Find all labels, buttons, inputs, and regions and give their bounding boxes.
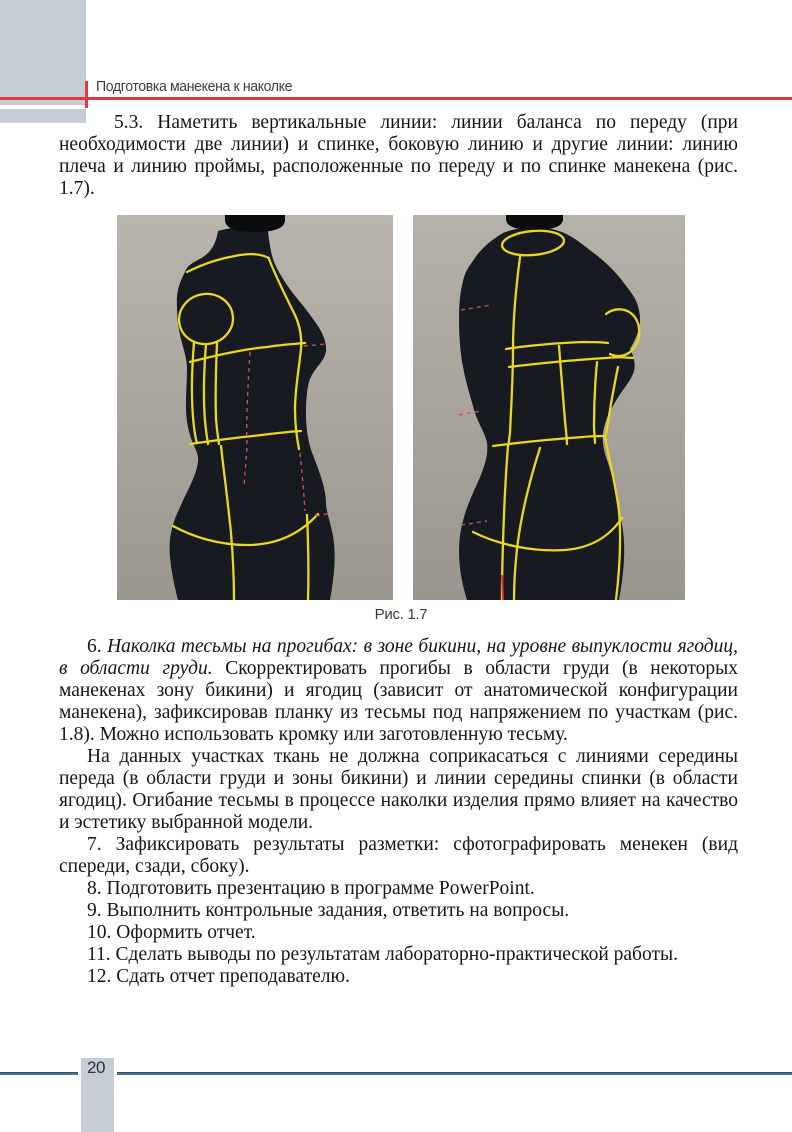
paragraph-5-3: 5.3. Наметить вертикальные линии: линии баланса по переду (при необходимости две линии) и спинке, боковую линию и другие линии: линию плеча и линию проймы, расположенные по переду и по спинке манекена (рис. 1.7). (59, 112, 738, 199)
paragraph-10: 10. Оформить отчет. (87, 922, 256, 943)
paragraph-na-dannyh: На данных участках ткань не должна соприкасаться с линиями середины переда (в области груди и зоны бикини) и линии середины спинки (в области ягодиц). Огибание тесьмы в процессе наколки изделия прямо влияет на качество и эстетику выбранной модели. (59, 746, 738, 833)
footer-page-tab (81, 1058, 114, 1132)
neck-cap (225, 215, 285, 232)
paragraph-6-italic-lead: Наколка тесьмы на прогибах: в зоне бикини, на уровне выпуклости ягодиц, в области груди. (59, 636, 739, 679)
footer-rule-right (117, 1072, 792, 1075)
text-block-top (59, 112, 738, 200)
paragraph-6-rest: Скорректировать прогибы в области груди (в некоторых манекенах зону бикини) и ягодиц (зависит от анатомической конфигурации манекена), зафиксировав планку из тесьмы под напряжением по участкам (рис. 1.8). Можно использовать кромку или заготовленную тесьму. (59, 658, 738, 745)
paragraph-9: 9. Выполнить контрольные задания, ответить на вопросы. (87, 900, 570, 921)
footer-rule-left (0, 1072, 78, 1075)
paragraph-7: 7. Зафиксировать результаты разметки: сфотографировать менекен (вид спереди, сзади, сбоку). (59, 834, 738, 877)
page-number: 20 (87, 1058, 105, 1077)
figure-photo-back (413, 215, 685, 600)
paragraph-12: 12. Сдать отчет преподавателю. (87, 966, 350, 987)
red-bottom-mark (502, 575, 503, 600)
header-red-rule (0, 97, 792, 100)
header-red-tick (85, 81, 88, 108)
header-corner-block (0, 0, 86, 105)
running-head: Подготовка манекена к наколке (96, 78, 293, 95)
paragraph-11: 11. Сделать выводы по результатам лабораторно-практической работы. (87, 944, 678, 965)
paragraph-6-number: 6. (87, 636, 108, 657)
paragraph-8: 8. Подготовить презентацию в программе PowerPoint. (87, 878, 535, 899)
figure-caption: Рис. 1.7 (374, 606, 428, 623)
figure-photo-front (117, 215, 393, 600)
paragraph-6 (59, 636, 738, 746)
text-block-main (59, 636, 738, 988)
